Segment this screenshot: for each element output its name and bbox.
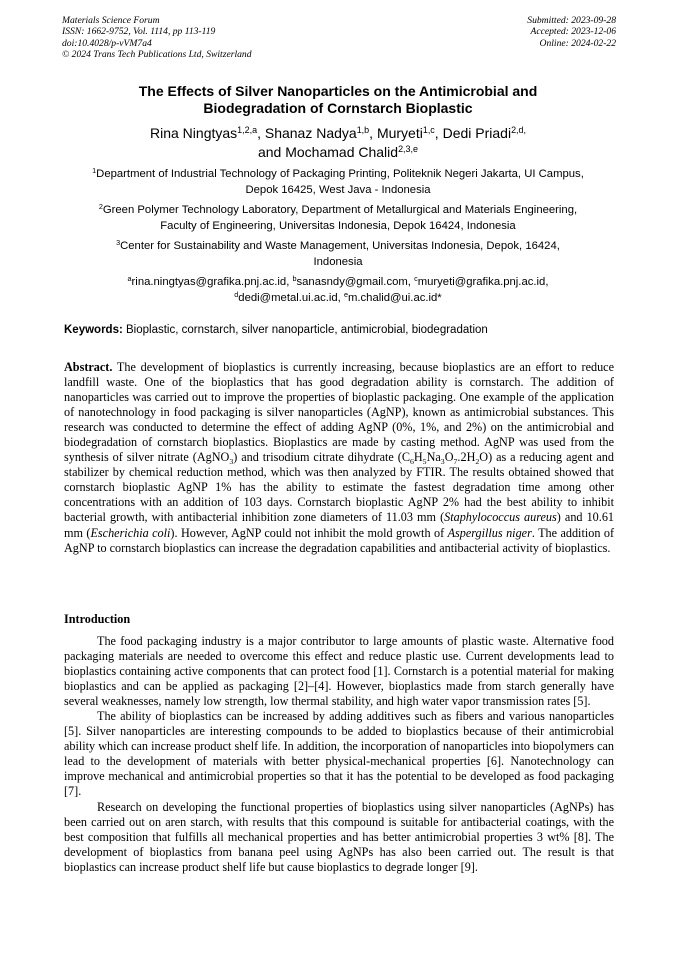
author-name: Rina Ningtyas [150,125,238,141]
email-link[interactable]: m.chalid@ui.ac.id* [347,291,442,304]
species-name: Escherichia coli [90,525,171,540]
author-superscript: 1,c [422,125,435,136]
author-line-2 [62,143,614,162]
abstract-label: Abstract. [64,360,113,374]
affiliation-number: 1 [92,166,97,176]
publication-dates [527,15,616,49]
section-heading-introduction: Introduction [64,612,131,626]
author-line-1 [62,124,614,143]
author-superscript: 2,3,e [398,143,418,154]
title-line-2: Biodegradation of Cornstarch Bioplastic [203,99,473,116]
species-name: Staphylococcus aureus [444,510,557,525]
affiliation-number: 2 [98,202,103,212]
journal-info [62,15,252,60]
doi-line: doi:10.4028/p-vVM7a4 [62,37,152,49]
abstract-text: O [444,450,454,465]
email-line-1 [62,275,614,291]
email-superscript: d [234,289,239,299]
abstract-text: ). However, AgNP could not inhibit the mold growth of [170,525,448,540]
author-name: Dedi Priadi [442,125,512,141]
author-name: Muryeti [376,125,423,141]
affiliation-text-cont: Indonesia [313,255,363,268]
subscript: 3 [229,456,234,466]
intro-paragraph: Research on developing the functional properties of bioplastics using silver nanoparticles (AgNPs) has been carried out on aren starch, with results that this compound is suitable for antibacterial coatings, with the best composition that fulfills all mechanical properties and has better antimicrobial properties 3 wt% [8]. The development of bioplastics from banana peel using AgNPs has also been carried out. The result is that bioplastics can increase product shelf life but cause bioplastics to degrade longer [9]. [64,799,614,874]
affiliation-number: 3 [116,238,121,248]
species-name: Aspergillus niger [447,525,532,540]
title-line-1: The Effects of Silver Nanoparticles on the Antimicrobial and [138,83,538,99]
email-superscript: c [414,274,418,284]
author-superscript: 1,b [356,125,370,136]
keywords-text: Bioplastic, cornstarch, silver nanoparticle, antimicrobial, biodegradation [122,324,488,336]
affiliation-text-cont: Depok 16425, West Java - Indonesia [245,183,431,196]
email-superscript: b [292,274,297,284]
abstract-text: H [413,450,423,465]
affiliation-text: Green Polymer Technology Laboratory, Department of Metallurgical and Materials Engineering, [102,204,578,216]
affiliation-1 [62,167,614,198]
keywords [64,323,614,338]
subscript: 6 [409,456,414,466]
keywords-label: Keywords: [64,324,123,336]
email-link[interactable]: sanasndy@gmail.com, [296,276,415,288]
author-name: and Mochamad Chalid [257,143,399,160]
intro-paragraph: The ability of bioplastics can be increased by adding additives such as fibers and various nanoparticles [5]. Silver nanoparticles are interesting compounds to be added to bioplastics because of their antimicrobial ability which can increase product shelf life. In addition, the incorporation of nanoparticles into biopolymers can lead to the development of materials with better physical-mechanical properties [6]. Nanotechnology can improve mechanical and antimicrobial properties so that it has the potential to be developed as food packaging [7]. [64,709,614,799]
journal-name: Materials Science Forum [62,15,160,26]
abstract-text: The development of bioplastics is currently increasing, because bioplastics are an effort to reduce landfill waste. One of the bioplastics that has good degradation ability is cornstarch. The addition of nanoparticles was carried out to improve the properties of bioplastic packaging. One example of the application of nanotechnology in food packaging is silver nanoparticles (AgNP), known as antimicrobial substances. This research was conducted to determine the effect of adding AgNP (0%, 1%, and 2%) on the antimicrobial and biodegradation of cornstarch bioplastics. Bioplastics are made by casting method. AgNP was used from the synthesis of silver nitrate (AgNO [64,360,614,465]
abstract-text: ) and trisodium citrate dihydrate (C [233,450,410,465]
email-line-2 [62,291,614,307]
subscript: 2 [475,456,480,466]
abstract-text: O) as a reducing agent and stabilizer by chemical reduction method, which was then analyzed by FTIR. The results obtained showed that cornstarch bioplastic AgNP 1% has the ability to estimate the fastest degradation time among other concentrations with an addition of 103 days. Cornstarch bioplastic AgNP 2% had the best ability to inhibit bacterial growth, with antibacterial inhibition zone diameters of 11.03 mm ( [64,450,614,525]
accepted-date: Accepted: 2023-12-06 [530,26,616,38]
email-link[interactable]: rina.ningtyas@grafika.pnj.ac.id, [131,276,293,288]
author-emails [62,275,614,306]
affiliation-3 [62,239,614,270]
intro-paragraph: The food packaging industry is a major contributor to large amounts of plastic waste. Alternative food packaging materials are needed to overcome this effect and reduce plastic use. Current developments lead to bioplastics containing active components that can protect food [1]. Cornstarch is a potential material for making bioplastics and can be applied as packaging [2]–[4]. However, bioplastics made from starch generally have several weaknesses, namely low strength, low thermal stability, and high water vapor transmission rates [5]. [64,634,614,709]
author-separator: , [369,125,377,141]
abstract-text: ) and 10.61 mm ( [64,510,615,540]
email-superscript: e [343,289,348,299]
copyright-line: © 2024 Trans Tech Publications Ltd, Switzerland [62,48,252,60]
paper-title [62,83,614,116]
email-superscript: a [127,274,132,284]
submitted-date: Submitted: 2023-09-28 [527,15,616,26]
issn-line: ISSN: 1662-9752, Vol. 1114, pp 113-119 [62,26,216,38]
author-superscript: 1,2,a [237,125,258,136]
abstract-text: Na [426,450,441,465]
abstract [64,360,614,556]
author-superscript: 2,d, [511,125,526,136]
abstract-text: . The addition of AgNP to cornstarch bioplastics can increase the degradation capabilities and antibacterial activity of bioplastics. [64,525,614,555]
affiliation-text: Center for Sustainability and Waste Management, Universitas Indonesia, Depok, 16424, [120,240,560,252]
email-link[interactable]: dedi@metal.ui.ac.id, [238,291,344,304]
author-separator: , [257,125,265,141]
introduction-body [64,634,614,875]
subscript: 7 [453,456,458,466]
affiliation-2 [62,203,614,234]
author-name: Shanaz Nadya [264,125,357,141]
subscript: 5 [422,456,427,466]
author-separator: , [434,125,443,141]
affiliation-text-cont: Faculty of Engineering, Universitas Indonesia, Depok 16424, Indonesia [160,219,516,232]
online-date: Online: 2024-02-22 [539,37,616,49]
abstract-text: .2H [457,450,476,465]
subscript: 3 [440,456,445,466]
author-list [62,124,614,161]
email-link[interactable]: muryeti@grafika.pnj.ac.id, [417,276,549,288]
affiliation-text: Department of Industrial Technology of Packaging Printing, Politeknik Negeri Jakarta, UI Campus, [96,168,584,180]
